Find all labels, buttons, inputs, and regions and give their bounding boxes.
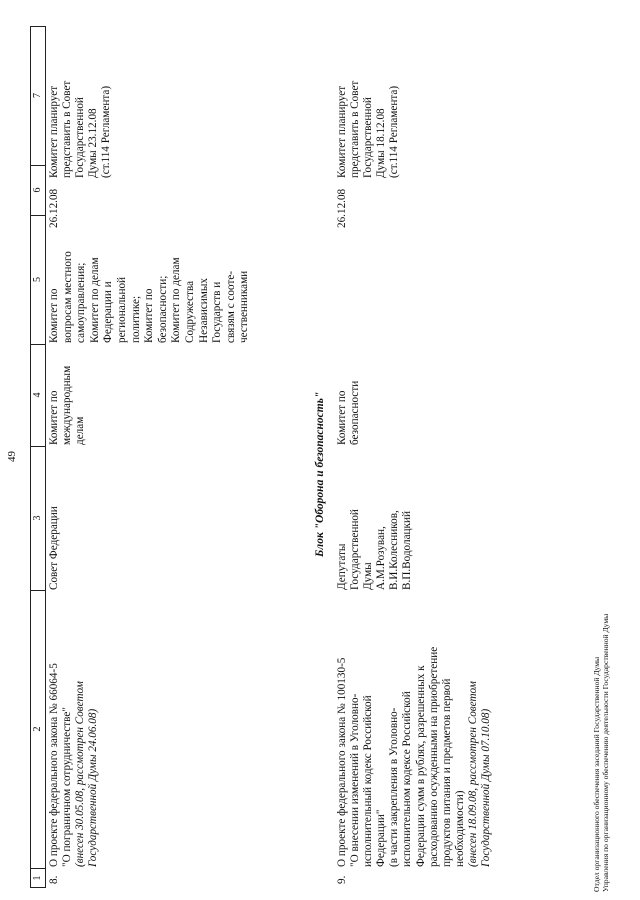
co-committee-line: Комитет по делам [88,257,101,343]
committee-line: Комитет по [336,390,348,445]
co-committee-line: безопасности; [156,275,169,343]
header-col-5: 5 [31,215,45,345]
initiator-line: А.М.Розуван, [375,526,388,590]
co-committee-line: Комитет по делам [170,257,183,343]
plan-line: Комитет планирует [48,85,60,178]
co-committee-line: связям с сооте- [224,270,237,343]
co-committee-line: Комитет по [143,288,156,343]
co-committee-line: самоуправления; [75,262,88,343]
bill-line: необходимости) [453,790,466,867]
footer-line: Отдел организационного обеспечения заседаний Государственной Думы [592,656,601,892]
footer-line: Управления по организационному обеспечению деятельности Государственной Думы [601,613,610,892]
bill-line: О проекте федерального закона № 100130-5 [336,657,348,867]
header-col-6: 6 [31,165,45,216]
initiator-line: Совет Федерации [48,506,60,590]
bill-note-line: (внесен 18.09.08, рассмотрен Советом [466,681,479,867]
header-col-2: 2 [31,590,45,869]
plan-line: представить в Совет [61,80,74,178]
row-8-bill [48,663,100,867]
bill-line: Федерации сумм в рублях, разрешенных к [414,665,427,867]
row-8-plan [48,81,113,178]
block-title: Блок "Оборона и безопасность" [314,391,326,557]
initiator-line: Думы [362,562,375,590]
initiator-line: В.И.Колесников, [388,510,401,590]
plan-line: Государственной [362,97,375,178]
committee-line: Комитет по [48,390,60,445]
bill-line: "О внесении изменений в Уголовно- [349,693,362,867]
row-9-committee [336,381,362,445]
plan-line: представить в Совет [349,80,362,178]
co-committee-line: вопросам местного [61,251,74,343]
co-committee-line: Комитет по [48,288,60,343]
bill-line: продуктов питания и предметов первой [440,678,453,867]
row-8-committee [48,366,87,445]
committee-line: делам [74,416,87,445]
row-9-initiator [336,509,415,590]
committee-line: международным [61,365,74,445]
row-9-bill [336,647,493,867]
plan-line: (ст.114 Регламента) [388,85,401,178]
bill-note-line: (внесен 30.05.08, рассмотрен Советом [74,681,87,867]
page-number: 49 [6,451,18,462]
initiator-line: В.П.Водолацкий [401,511,414,590]
row-8-number: 8. [48,875,60,884]
row-9-number: 9. [336,875,348,884]
bill-line: "О пограничном сотрудничестве" [61,707,74,867]
bill-line: (в части закрепления в Уголовно- [388,707,401,867]
co-committee-line: Федерации и [102,281,115,343]
plan-line: Государственной [74,97,87,178]
bill-line: О проекте федерального закона № 66064-5 [48,663,60,867]
row-8-date: 26.12.08 [48,188,60,228]
header-col-7: 7 [31,26,45,166]
co-committee-line: Содружества [183,280,196,343]
plan-line: Комитет планирует [336,85,348,178]
bill-line: расходованию осужденными на приобретение [427,646,440,867]
committee-line: безопасности [349,380,362,445]
plan-line: (ст.114 Регламента) [100,85,113,178]
row-8-initiator [48,506,61,590]
row-9-plan [336,81,401,178]
initiator-line: Государственной [349,509,362,590]
footer [592,614,610,892]
row-8-co-committees [48,251,252,343]
plan-line: Думы 23.12.08 [87,108,100,178]
bill-line: Федерации" [375,809,388,867]
bill-note-line: Государственной Думы 07.10.08) [480,708,493,867]
header-col-3: 3 [31,446,45,591]
plan-line: Думы 18.12.08 [375,108,388,178]
bill-line: исполнительный кодекс Российской [362,695,375,867]
co-committee-line: региональной [115,276,128,343]
co-committee-line: чественниками [238,270,251,343]
co-committee-line: Независимых [197,278,210,343]
header-col-4: 4 [31,344,45,447]
bill-line: исполнительном кодексе Российской [401,691,414,867]
table-header-row [30,26,46,888]
co-committee-line: Государств и [211,281,224,343]
header-col-1: 1 [32,875,43,881]
initiator-line: Депутаты [336,543,348,590]
bill-note-line: Государственной Думы 24.06.08) [87,708,100,867]
row-9-date: 26.12.08 [336,188,348,228]
co-committee-line: политике; [129,295,142,343]
